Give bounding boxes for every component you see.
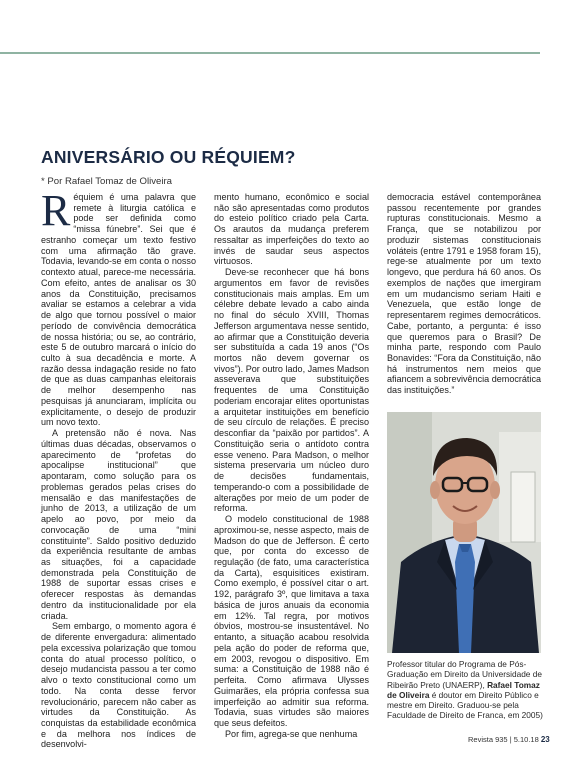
caption-text: Professor titular do Programa de Pós-Graduação em Direito da Universidade de Ribeirão Preto (UNAERP),	[387, 659, 542, 690]
author-photo	[387, 412, 541, 653]
article-paragraph: O modelo constitucional de 1988 aproximou-se, nesse aspecto, mais de Madson do que de Jefferson. É certo que, por conta do excesso de regulação (de fato, uma característica da Carta), esquisitices existiram. Como exemplo, é possível citar o art. 192, parágrafo 3º, que limitava a taxa básica de juros anuais da economia em 12%. Tal regra, por motivos óbvios, mostrou-se insustentável. No entanto, a situação acabou resolvida pela ação do poder de reforma que, em 2003, revogou o dispositivo. Em suma: a Constituição de 1988 não é perfeita. Como afirmava Ulysses Guimarães, ela própria confessa sua imperfeição ao admitir sua reforma. Todavia, suas virtudes são maiores que seus defeitos.	[214, 514, 369, 728]
article-paragraph: A pretensão não é nova. Nas últimas duas décadas, observamos o aparecimento de “profetas do apocalipse institucional” que apontaram, como solução para os problemas gerados pelas crises do mensalão e das manifestações de junho de 2013, a utilização de um apelo ao povo, por meio da convocação de uma “mini constituinte”. Saldo positivo deduzido da experiência resultante de ambas as situações, foi a capacidade demonstrada pela Constituição de 1988 de suportar essas crises e oferecer respostas às demandas dentro da institucionalidade por ela criada.	[41, 428, 196, 621]
article-paragraph: Deve-se reconhecer que há bons argumentos em favor de revisões constitucionais mais amplas. Em um célebre debate levado a cabo ainda no final do século XVIII, Thomas Jefferson argumentava nesse sentido, ao afirmar que a Constituição deveria ser substituída a cada 19 anos (“Os mortos não devem governar os vivos”). Por outro lado, James Madson asseverava que substituições frequentes de uma Constituição poderiam encorajar elites oportunistas a arquitetar instituições em benefício de seu círculo de relações. É preciso desconfiar da “paixão por partidos”. A Constituição seria o antídoto contra esse veneno. Para Madson, o melhor sistema preservaria um núcleo duro de decisões fundamentais, temperando-o com a possibilidade de alterações por meio de um poder de reforma.	[214, 267, 369, 514]
article-paragraph: mento humano, econômico e social não são apresentadas como produtos do esteio político criado pela Carta. Os arautos da mudança preferem ressaltar as imperfeições do texto ao invés de saudar seus aspectos virtuosos.	[214, 192, 369, 267]
article-paragraph: Sem embargo, o momento agora é de diferente envergadura: alimentado pela excessiva polarização que tomou conta do atual processo político, o desejo mudancista passou a ter como alvo o texto constitucional como um todo. Na conta desse fervor revolucionário, parecem não caber as virtudes da Constituição. As conquistas da estabilidade econômica e da melhora nos índices de desenvolvi-	[41, 621, 196, 750]
page-number: 23	[540, 735, 550, 744]
article-title: ANIVERSÁRIO OU RÉQUIEM?	[41, 147, 296, 167]
article-column-3	[387, 192, 541, 396]
top-divider-line	[0, 52, 540, 54]
article-paragraph: Por fim, agrega-se que nenhuma	[225, 728, 358, 739]
article-byline: * Por Rafael Tomaz de Oliveira	[41, 176, 172, 187]
article-paragraph	[41, 186, 196, 428]
article-column-1	[41, 186, 196, 750]
article-column-2	[214, 192, 369, 739]
article-paragraph: democracia estável contemporânea passou recentemente por grandes rupturas constitucionais. Mesmo a França, que se notabilizou por produzir sistemas constitucionais voláteis (entre 1791 e 1958 foram 15), rege-se atualmente por um texto longevo, que perdura há 60 anos. Os exemplos de nações que imergiram em um mudancismo seriam Haiti e Venezuela, que estão longe de representarem regimes democráticos. Cabe, portanto, a pergunta: é isso que queremos para o Brasil? De minha parte, respondo com Paulo Bonavides: “Fora da Constituição, não há instrumentos nem meios que afiancem a sobrevivência democrática das instituições.”	[387, 192, 541, 396]
magazine-issue-info: Revista 935 | 5.10.18	[468, 735, 539, 744]
author-portrait-illustration	[387, 412, 541, 653]
page-footer	[468, 735, 550, 744]
photo-caption	[387, 659, 543, 721]
caption-text: é doutor em Direito Público e mestre em Direito. Graduou-se pela Faculdade de Direito de Franca, em 2005)	[387, 689, 543, 721]
caption-author-name: Rafael Tomaz de Oliveira	[387, 679, 540, 700]
drop-cap: R	[41, 186, 71, 235]
paragraph-text: équiem é uma palavra que remete à liturgia católica e pode ser definida como “missa fúnebre”. Sei que é estranho começar um texto festivo com uma afirmação tão grave. Todavia, levando-se em conta o nosso contexto atual, parece-me necessária. Com efeito, antes de analisar os 30 anos da Constituição, precisamos avaliar se estamos a celebrar a vida de algo que tornou possível o maior período de convivência democrática de nossa história; ou se, ao contrário, este 5 de outubro marcará o início do culto à sua decadência e morte. A razão dessa indagação reside no fato de que as duas campanhas eleitorais de melhor desempenho nas pesquisas já anunciaram, implícita ou explicitamente, o desejo de produzir um novo texto.	[41, 192, 196, 428]
